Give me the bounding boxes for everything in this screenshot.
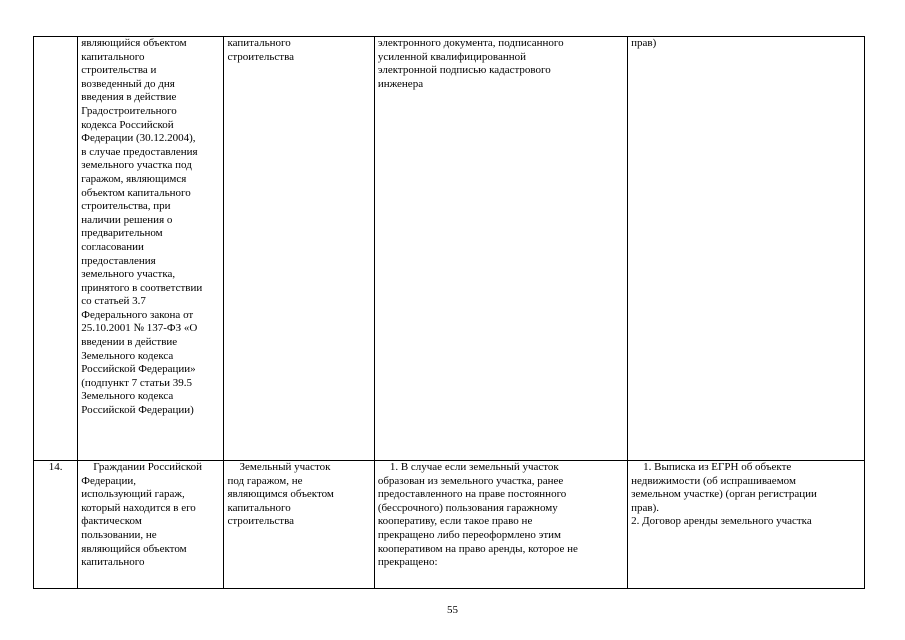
documents-applicant-cell: [374, 37, 627, 461]
document-table: [33, 36, 865, 589]
row-number-cell: [34, 37, 78, 461]
documents-agency-cell: [628, 37, 865, 461]
page-number: 55: [447, 604, 458, 616]
documents-agency-cell: [628, 461, 865, 589]
documents-agency-text: 1. Выписка из ЕГРН об объекте недвижимости (об испрашиваемом земельном участке) (орган регистрации прав). 2. Договор аренды земельного участка: [631, 461, 817, 528]
applicant-cell: [78, 37, 224, 461]
table-row: [34, 461, 865, 589]
applicant-text: Граждании Российской Федерации, использующий гараж, который находится в его фактическом пользовании, не являющийся объектом капитального: [81, 461, 203, 569]
object-cell: [224, 461, 374, 589]
object-text: Земельный участок под гаражом, не являющимся объектом капитального строительства: [227, 461, 334, 528]
row-number: 14.: [48, 461, 63, 473]
applicant-text: являющийся объектом капитального строительства и возведенный до дня введения в действие Градостроительного кодекса Российской Федерации (30.12.2004), в случае предоставления земельного участка под гаражом, являющимся объектом капитального строительства, при наличии решения о предварительном согласовании предоставления земельного участка, принятого в соответствии со статьей 3.7 Федерального закона от 25.10.2001 № 137-ФЗ «О введении в действие Земельного кодекса Российской Федерации» (подпункт 7 статьи 39.5 Земельного кодекса Российской Федерации): [81, 37, 203, 417]
documents-applicant-text: электронного документа, подписанного усиленной квалифицированной электронной подписью кадастрового инженера: [377, 37, 564, 90]
applicant-cell: [78, 461, 224, 589]
documents-agency-text: прав): [631, 37, 657, 49]
table-row: [34, 37, 865, 461]
documents-applicant-text: 1. В случае если земельный участок образован из земельного участка, ранее предоставленного на праве постоянного (бессрочного) пользования гаражному кооперативу, если такое право не прекращено либо переоформлено этим кооперативом на право аренды, которое не прекращено:: [377, 461, 578, 569]
object-text: капитального строительства: [227, 37, 295, 63]
object-cell: [224, 37, 374, 461]
row-number-cell: [34, 461, 78, 589]
documents-applicant-cell: [374, 461, 627, 589]
